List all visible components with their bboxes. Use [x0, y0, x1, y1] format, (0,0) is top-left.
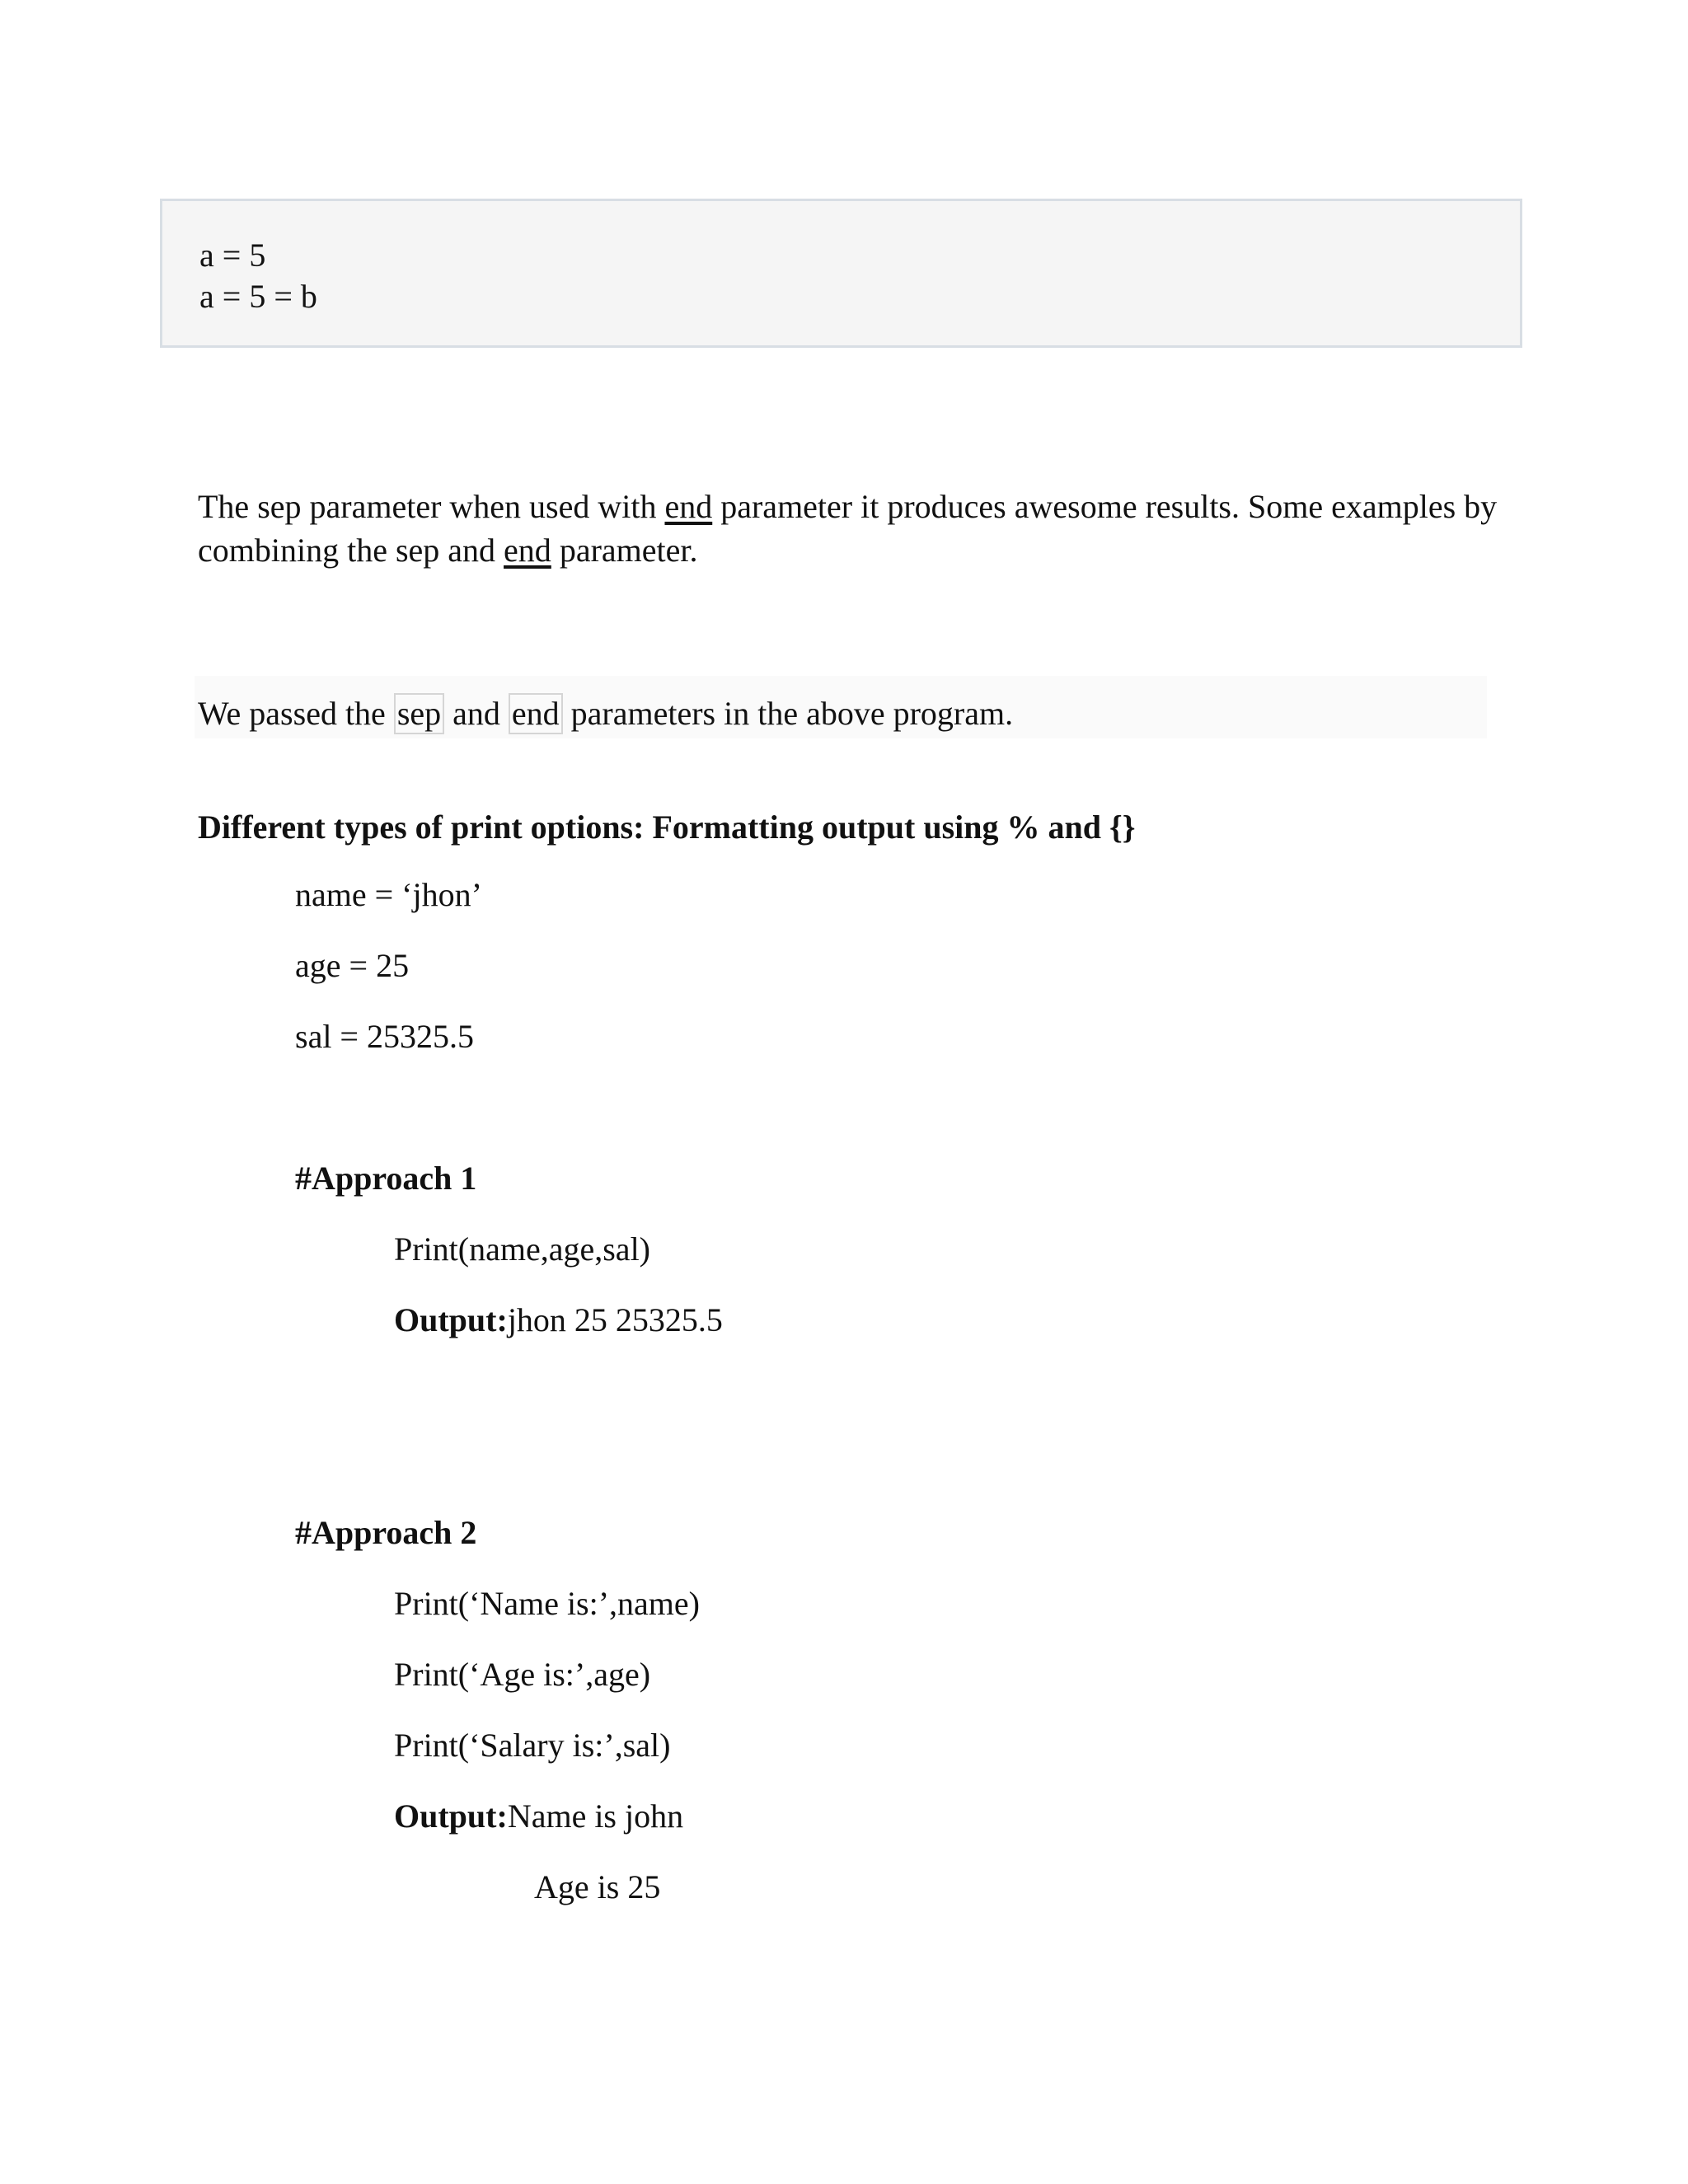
output-label: Output:: [394, 1301, 508, 1338]
end-code-chip: end: [509, 693, 563, 734]
section-heading: Different types of print options: Formatting output using % and {}: [198, 808, 1136, 846]
approach-2-title: #Approach 2: [295, 1514, 477, 1551]
output-value: Name is john: [507, 1797, 684, 1835]
note-text: parameters in the above program.: [562, 695, 1014, 732]
variable-line: name = ‘jhon’: [295, 876, 482, 913]
note-text: We passed the: [198, 695, 394, 732]
code-output-box: [160, 199, 1522, 348]
approach-2-code-line: Print(‘Name is:’,name): [394, 1585, 700, 1622]
paragraph-text: parameter.: [551, 532, 698, 569]
paragraph-text: parameter it produces awesome results. Some examples by combining the sep and: [198, 488, 1498, 569]
code-line: a = 5 = b: [199, 278, 317, 315]
note-text: and: [444, 695, 509, 732]
approach-2-code-line: Print(‘Salary is:’,sal): [394, 1727, 671, 1764]
approach-2-output-continued: Age is 25: [534, 1868, 661, 1905]
end-word: end: [504, 532, 551, 569]
output-label: Output:: [394, 1797, 508, 1835]
sep-end-paragraph: [198, 485, 1517, 572]
approach-1-code: Print(name,age,sal): [394, 1230, 650, 1268]
sep-code-chip: sep: [394, 693, 444, 734]
approach-1-output: [394, 1299, 723, 1342]
end-word: end: [664, 488, 713, 525]
approach-2-code-line: Print(‘Age is:’,age): [394, 1656, 651, 1693]
code-line: a = 5: [199, 237, 266, 274]
variable-line: age = 25: [295, 947, 410, 984]
output-value: jhon 25 25325.5: [507, 1301, 723, 1338]
approach-1-title: #Approach 1: [295, 1160, 477, 1197]
variable-line: sal = 25325.5: [295, 1018, 474, 1055]
note-line: [198, 692, 1013, 735]
paragraph-text: The sep parameter when used with: [198, 488, 665, 525]
approach-2-output: [394, 1795, 683, 1838]
